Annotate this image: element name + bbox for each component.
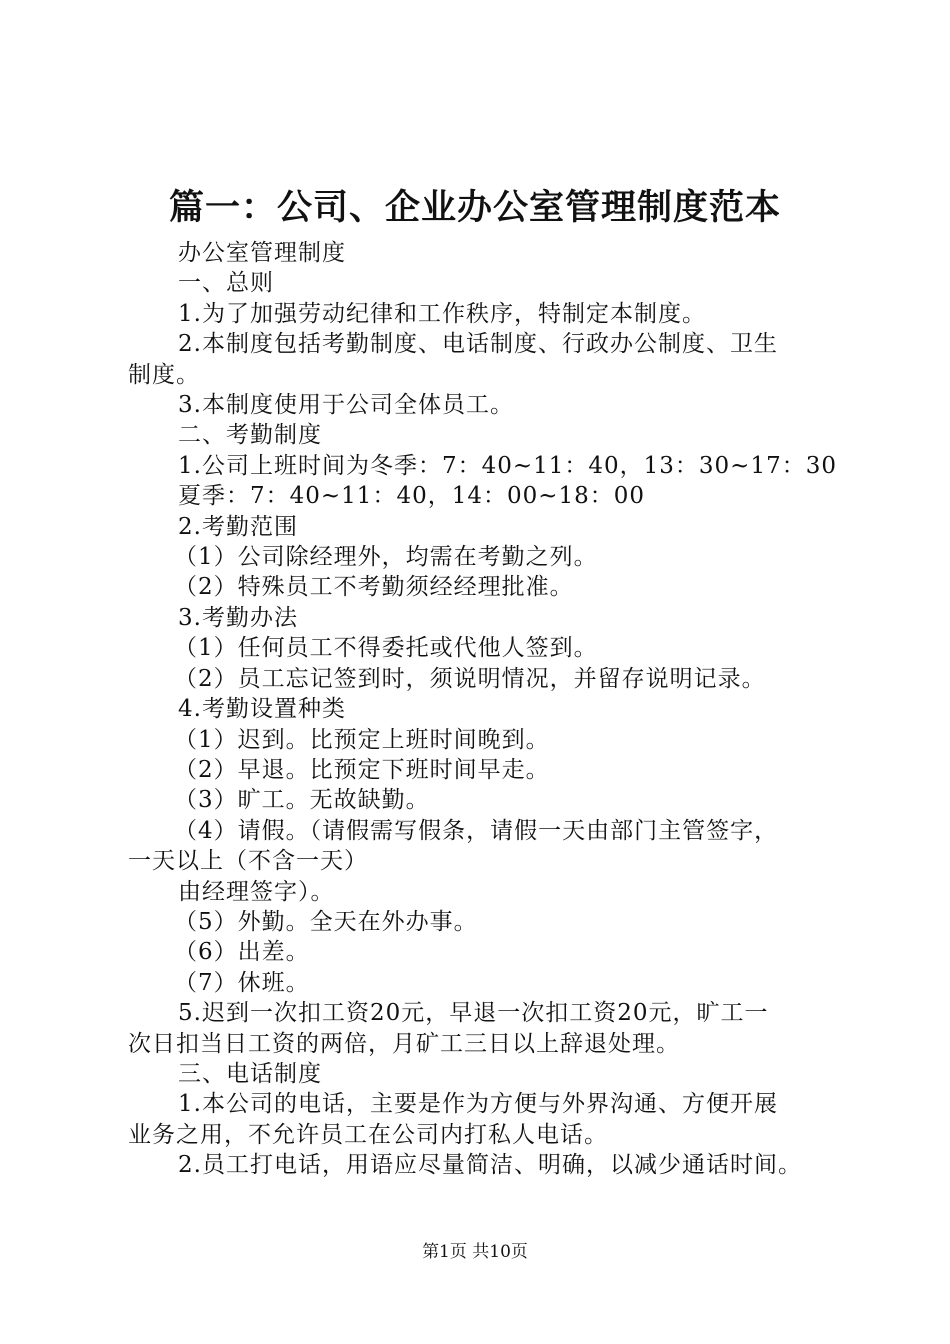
text-line: （1）公司除经理外，均需在考勤之列。 bbox=[174, 544, 598, 571]
text-line: （2）特殊员工不考勤须经经理批准。 bbox=[174, 574, 574, 601]
text-line: （7）休班。 bbox=[174, 969, 310, 996]
text-line: 2.考勤范围 bbox=[178, 513, 298, 540]
text-line: 1.本公司的电话，主要是作为方便与外界沟通、方便开展 bbox=[178, 1091, 778, 1118]
text-line: （5）外勤。全天在外办事。 bbox=[174, 908, 478, 935]
text-line: 夏季：7：40~11：40，14：00~18：00 bbox=[178, 483, 646, 510]
text-line: 办公室管理制度 bbox=[178, 240, 346, 266]
text-line: 4.考勤设置种类 bbox=[178, 696, 346, 723]
text-line: 三、电话制度 bbox=[178, 1060, 322, 1087]
document-body bbox=[128, 238, 840, 1181]
text-line: （6）出差。 bbox=[174, 939, 310, 966]
text-line: （4）请假。（请假需写假条，请假一天由部门主管签字， bbox=[174, 817, 779, 844]
text-line: 制度。 bbox=[128, 361, 200, 388]
text-line: 1.为了加强劳动纪律和工作秩序，特制定本制度。 bbox=[178, 300, 706, 327]
text-line: 2.本制度包括考勤制度、电话制度、行政办公制度、卫生 bbox=[178, 331, 778, 358]
text-line: 一、总则 bbox=[178, 270, 274, 297]
document-title: 篇一：公司、企业办公室管理制度范本 bbox=[168, 187, 781, 228]
text-line: 一天以上（不含一天） bbox=[128, 848, 368, 875]
text-line: 3.本制度使用于公司全体员工。 bbox=[178, 392, 514, 419]
text-line: （1）任何员工不得委托或代他人签到。 bbox=[174, 635, 598, 662]
text-line: 由经理签字）。 bbox=[178, 878, 335, 905]
text-line: 3.考勤办法 bbox=[178, 604, 298, 631]
text-line: （3）旷工。无故缺勤。 bbox=[174, 787, 430, 814]
text-line: （1）迟到。比预定上班时间晚到。 bbox=[174, 726, 550, 753]
text-line: （2）员工忘记签到时，须说明情况，并留存说明记录。 bbox=[174, 665, 766, 692]
text-line: 二、考勤制度 bbox=[178, 422, 322, 449]
text-line: 2.员工打电话，用语应尽量简洁、明确，以减少通话时间。 bbox=[178, 1152, 802, 1179]
text-line: 次日扣当日工资的两倍，月矿工三日以上辞退处理。 bbox=[128, 1030, 680, 1057]
text-line: 业务之用，不允许员工在公司内打私人电话。 bbox=[128, 1121, 608, 1148]
page-footer: 第1页 共10页 bbox=[422, 1242, 528, 1262]
text-line: （2）早退。比预定下班时间早走。 bbox=[174, 756, 550, 783]
text-line: 5.迟到一次扣工资20元，早退一次扣工资20元，旷工一 bbox=[178, 1000, 769, 1027]
text-line: 1.公司上班时间为冬季：7：40~11：40，13：30~17：30 bbox=[178, 452, 837, 479]
